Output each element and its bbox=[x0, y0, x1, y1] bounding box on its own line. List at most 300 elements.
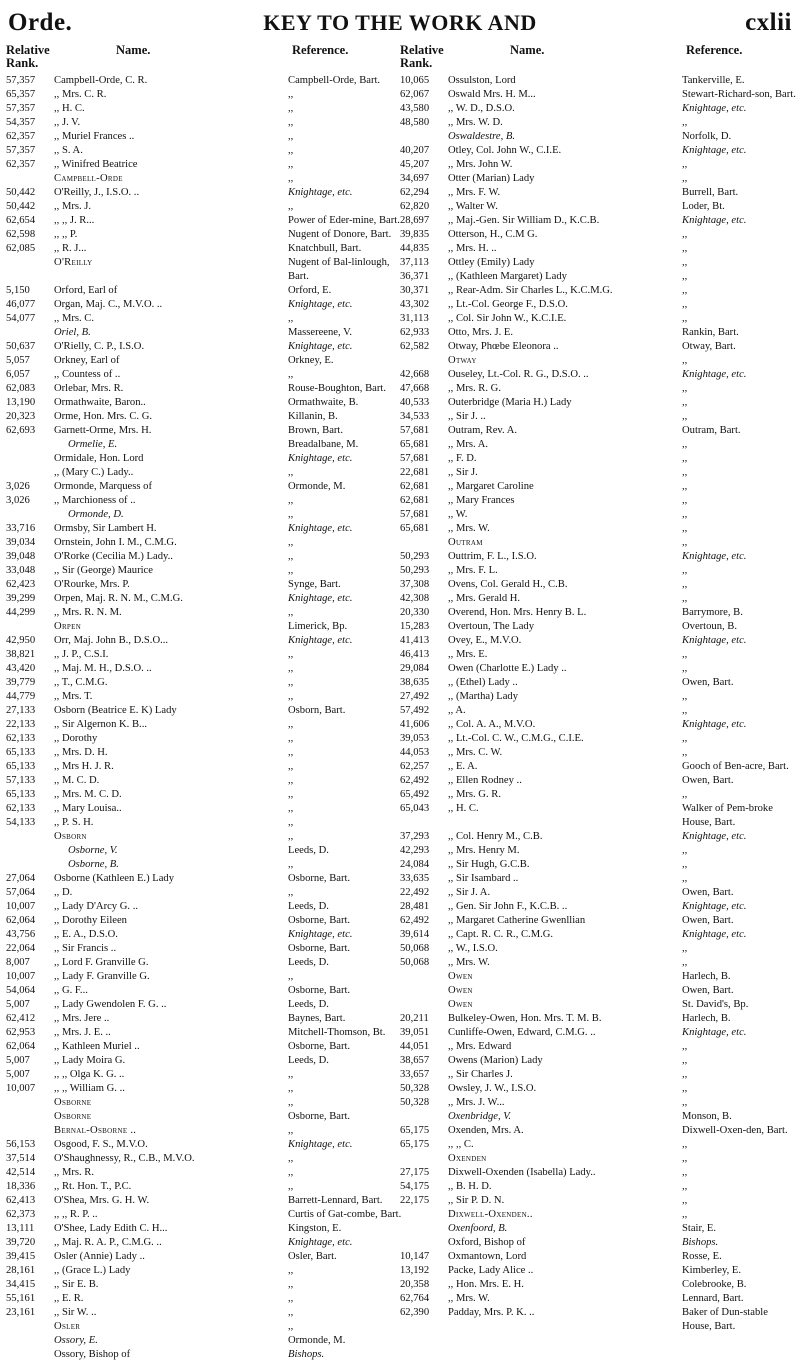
entry-name: ,, A. bbox=[448, 705, 466, 716]
index-entry bbox=[400, 900, 796, 914]
relative-rank: 44,051 bbox=[400, 1041, 430, 1052]
relative-rank: 65,133 bbox=[6, 761, 36, 772]
entry-name: ,, Winifred Beatrice bbox=[54, 159, 138, 170]
entry-name: ,, Gen. Sir John F., K.C.B. .. bbox=[448, 901, 568, 912]
reference: ,, bbox=[288, 789, 294, 800]
entry-name: ,, Lady D'Arcy G. .. bbox=[54, 901, 138, 912]
reference: ,, bbox=[288, 1083, 294, 1094]
entry-name: ,, Col. A. A., M.V.O. bbox=[448, 719, 536, 730]
entry-name: ,, E. A., D.S.O. bbox=[54, 929, 118, 940]
index-entry bbox=[6, 732, 402, 746]
entry-name: Owsley, J. W., I.S.O. bbox=[448, 1083, 537, 1094]
entry-name: Ossulston, Lord bbox=[448, 75, 516, 86]
relative-rank: 62,492 bbox=[400, 775, 430, 786]
reference: Stair, E. bbox=[682, 1223, 717, 1234]
index-entry bbox=[400, 914, 796, 928]
relative-rank: 65,357 bbox=[6, 89, 36, 100]
reference: Barrymore, B. bbox=[682, 607, 743, 618]
index-entry bbox=[6, 1250, 402, 1264]
relative-rank: 38,821 bbox=[6, 649, 36, 660]
reference: Osborne, Bart. bbox=[288, 1111, 351, 1122]
entry-name: ,, ,, William G. .. bbox=[54, 1083, 125, 1094]
index-entry bbox=[6, 298, 402, 312]
relative-rank: 27,133 bbox=[6, 705, 36, 716]
relative-rank: 62,257 bbox=[400, 761, 430, 772]
relative-rank: 38,635 bbox=[400, 677, 430, 688]
index-entry bbox=[400, 88, 796, 102]
relative-rank: 46,077 bbox=[6, 299, 36, 310]
reference: ,, bbox=[288, 201, 294, 212]
entry-name: Oriel, B. bbox=[54, 327, 91, 338]
index-entry bbox=[6, 466, 402, 480]
reference: Osborne, Bart. bbox=[288, 985, 351, 996]
reference: Curtis of Gat-combe, Bart. bbox=[288, 1209, 402, 1220]
reference: Stewart-Richard-son, Bart. bbox=[682, 89, 796, 100]
index-entry bbox=[6, 578, 402, 592]
relative-rank: 50,328 bbox=[400, 1083, 430, 1094]
reference: Owen, Bart. bbox=[682, 677, 734, 688]
reference: Leeds, D. bbox=[288, 1055, 329, 1066]
index-entry bbox=[400, 802, 796, 830]
relative-rank: 20,211 bbox=[400, 1013, 429, 1024]
relative-rank: 62,412 bbox=[6, 1013, 36, 1024]
reference: ,, bbox=[288, 803, 294, 814]
entry-name: ,, Mrs. J. E. .. bbox=[54, 1027, 111, 1038]
entry-name: ,, G. F... bbox=[54, 985, 88, 996]
entry-name: ,, Lord F. Granville G. bbox=[54, 957, 149, 968]
relative-rank: 62,598 bbox=[6, 229, 36, 240]
relative-rank: 22,681 bbox=[400, 467, 430, 478]
relative-rank: 27,064 bbox=[6, 873, 36, 884]
entry-name: ,, R. J... bbox=[54, 243, 87, 254]
index-entry bbox=[6, 102, 402, 116]
index-entry bbox=[400, 1124, 796, 1138]
relative-rank: 42,950 bbox=[6, 635, 36, 646]
index-entry bbox=[400, 1292, 796, 1306]
reference: Knightage, etc. bbox=[288, 341, 353, 352]
reference: ,, bbox=[682, 859, 688, 870]
index-entry bbox=[400, 998, 796, 1012]
index-entry bbox=[6, 382, 402, 396]
reference: Knightage, etc. bbox=[288, 187, 353, 198]
index-entry bbox=[400, 508, 796, 522]
entry-name: ,, W. D., D.S.O. bbox=[448, 103, 515, 114]
relative-rank: 56,153 bbox=[6, 1139, 36, 1150]
reference: ,, bbox=[682, 355, 688, 366]
index-entry bbox=[6, 116, 402, 130]
entry-name: ,, (Kathleen Margaret) Lady bbox=[448, 271, 567, 282]
relative-rank: 46,413 bbox=[400, 649, 430, 660]
index-entry bbox=[6, 284, 402, 298]
entry-name: Ossory, Bishop of bbox=[54, 1349, 131, 1360]
reference: Norfolk, D. bbox=[682, 131, 732, 142]
entry-name: Outram bbox=[448, 537, 483, 548]
index-entry bbox=[400, 242, 796, 256]
entry-name: O'Reilly, J., I.S.O. .. bbox=[54, 187, 140, 198]
relative-rank: 41,413 bbox=[400, 635, 430, 646]
entry-name: ,, Mrs. A. bbox=[448, 439, 489, 450]
index-entry bbox=[400, 382, 796, 396]
reference: ,, bbox=[682, 1055, 688, 1066]
index-entry bbox=[6, 396, 402, 410]
index-entry bbox=[400, 1026, 796, 1040]
relative-rank: 42,308 bbox=[400, 593, 430, 604]
entry-name: ,, Kathleen Muriel .. bbox=[54, 1041, 140, 1052]
reference: ,, bbox=[682, 873, 688, 884]
relative-rank: 8,007 bbox=[6, 957, 30, 968]
entry-name: Orr, Maj. John B., D.S.O... bbox=[54, 635, 169, 646]
entry-name: Osler bbox=[54, 1321, 81, 1332]
index-entry bbox=[6, 1152, 402, 1166]
reference: Knightage, etc. bbox=[682, 831, 747, 842]
relative-rank: 57,133 bbox=[6, 775, 36, 786]
reference: Ormonde, M. bbox=[288, 481, 346, 492]
index-entry bbox=[6, 158, 402, 172]
reference: ,, bbox=[288, 313, 294, 324]
entry-name: ,, Mrs. John W. bbox=[448, 159, 513, 170]
index-entry bbox=[400, 494, 796, 508]
entry-name: ,, Mrs. D. H. bbox=[54, 747, 108, 758]
reference: Burrell, Bart. bbox=[682, 187, 739, 198]
index-entry bbox=[6, 550, 402, 564]
reference: ,, bbox=[288, 691, 294, 702]
entry-name: Padday, Mrs. P. K. .. bbox=[448, 1307, 535, 1318]
relative-rank: 40,533 bbox=[400, 397, 430, 408]
relative-rank: 29,084 bbox=[400, 663, 430, 674]
index-entry bbox=[400, 1278, 796, 1292]
reference: Orkney, E. bbox=[288, 355, 334, 366]
relative-rank: 62,067 bbox=[400, 89, 430, 100]
header-left: Orde. bbox=[8, 9, 73, 36]
index-entry bbox=[400, 718, 796, 732]
index-entry bbox=[6, 1026, 402, 1040]
relative-rank: 3,026 bbox=[6, 481, 30, 492]
relative-rank: 39,779 bbox=[6, 677, 36, 688]
relative-rank: 43,756 bbox=[6, 929, 36, 940]
reference: Breadalbane, M. bbox=[288, 439, 359, 450]
entry-name: ,, Lt.-Col. George F., D.S.O. bbox=[448, 299, 568, 310]
entry-name: Owen (Charlotte E.) Lady .. bbox=[448, 663, 567, 674]
reference: ,, bbox=[682, 845, 688, 856]
relative-rank: 65,492 bbox=[400, 789, 430, 800]
entry-name: ,, Maj.-Gen. Sir William D., K.C.B. bbox=[448, 215, 600, 226]
reference: Osborne, Bart. bbox=[288, 873, 351, 884]
reference: Knightage, etc. bbox=[288, 1237, 353, 1248]
entry-name: ,, M. C. D. bbox=[54, 775, 100, 786]
entry-name: ,, Mrs. G. R. bbox=[448, 789, 501, 800]
entry-name: ,, Lt.-Col. C. W., C.M.G., C.I.E. bbox=[448, 733, 584, 744]
index-entry bbox=[400, 1306, 796, 1334]
reference: Osborne, Bart. bbox=[288, 943, 351, 954]
reference: ,, bbox=[288, 649, 294, 660]
relative-rank: 24,084 bbox=[400, 859, 430, 870]
reference: Leeds, D. bbox=[288, 901, 329, 912]
relative-rank: 62,423 bbox=[6, 579, 36, 590]
entry-name: Ormonde, Marquess of bbox=[54, 481, 152, 492]
entry-name: ,, Mrs. F. L. bbox=[448, 565, 498, 576]
relative-rank: 44,299 bbox=[6, 607, 36, 618]
relative-rank: 39,034 bbox=[6, 537, 36, 548]
index-entry bbox=[6, 774, 402, 788]
relative-rank: 22,175 bbox=[400, 1195, 430, 1206]
rank-header: Relative Rank. bbox=[6, 43, 50, 70]
reference: Campbell-Orde, Bart. bbox=[288, 75, 381, 86]
index-entry bbox=[400, 438, 796, 452]
reference: ,, bbox=[682, 579, 688, 590]
entry-name: Otterson, H., C.M G. bbox=[448, 229, 538, 240]
reference: Harlech, B. bbox=[682, 971, 731, 982]
reference: Monson, B. bbox=[682, 1111, 732, 1122]
index-entry bbox=[400, 956, 796, 970]
name-header: Name. bbox=[116, 43, 151, 57]
index-entry bbox=[6, 452, 402, 466]
index-entry bbox=[6, 998, 402, 1012]
relative-rank: 37,308 bbox=[400, 579, 430, 590]
index-entry bbox=[400, 760, 796, 774]
relative-rank: 55,161 bbox=[6, 1293, 36, 1304]
index-entry bbox=[6, 1068, 402, 1082]
index-entry bbox=[400, 214, 796, 228]
entry-name: ,, Mrs. J. W... bbox=[448, 1097, 505, 1108]
relative-rank: 57,492 bbox=[400, 705, 430, 716]
entry-name: Osborn (Beatrice E. K) Lady bbox=[54, 705, 177, 716]
index-entry bbox=[6, 858, 402, 872]
entry-name: ,, Muriel Frances .. bbox=[54, 131, 135, 142]
entry-name: ,, Sir Charles J. bbox=[448, 1069, 513, 1080]
index-entry bbox=[400, 928, 796, 942]
entry-name: ,, Mrs. C. W. bbox=[448, 747, 503, 758]
index-entry bbox=[6, 1096, 402, 1110]
index-entry bbox=[6, 704, 402, 718]
reference: Tankerville, E. bbox=[682, 75, 745, 86]
index-entry bbox=[6, 886, 402, 900]
index-entry bbox=[400, 1180, 796, 1194]
entry-name: ,, Mrs. Henry M. bbox=[448, 845, 520, 856]
reference: ,, bbox=[288, 1321, 294, 1332]
reference: ,, bbox=[288, 467, 294, 478]
index-entry bbox=[6, 1040, 402, 1054]
index-entry bbox=[400, 1054, 796, 1068]
index-entry bbox=[6, 802, 402, 816]
index-entry bbox=[6, 676, 402, 690]
entry-name: ,, Mrs. Edward bbox=[448, 1041, 512, 1052]
relative-rank: 37,293 bbox=[400, 831, 430, 842]
reference: Synge, Bart. bbox=[288, 579, 341, 590]
reference: Knightage, etc. bbox=[288, 593, 353, 604]
index-entry bbox=[400, 1264, 796, 1278]
relative-rank: 5,007 bbox=[6, 1055, 30, 1066]
entry-name: Outtrim, F. L., I.S.O. bbox=[448, 551, 537, 562]
index-entry bbox=[6, 564, 402, 578]
relative-rank: 62,654 bbox=[6, 215, 36, 226]
entry-name: Ormonde, D. bbox=[68, 509, 124, 520]
reference: St. David's, Bp. bbox=[682, 999, 749, 1010]
relative-rank: 65,175 bbox=[400, 1139, 430, 1150]
entry-name: Ovens, Col. Gerald H., C.B. bbox=[448, 579, 568, 590]
entry-name: O'Shee, Lady Edith C. H... bbox=[54, 1223, 168, 1234]
reference: ,, bbox=[682, 481, 688, 492]
reference: Power of Eder-mine, Bart. bbox=[288, 215, 400, 226]
entry-name: ,, Walter W. bbox=[448, 201, 498, 212]
index-entry bbox=[6, 690, 402, 704]
entry-name: ,, Rear-Adm. Sir Charles L., K.C.M.G. bbox=[448, 285, 613, 296]
column-header bbox=[6, 44, 402, 72]
reference: Knightage, etc. bbox=[288, 929, 353, 940]
entry-name: Osborne, V. bbox=[68, 845, 118, 856]
reference-header: Reference. bbox=[686, 43, 743, 57]
index-entry bbox=[6, 536, 402, 550]
relative-rank: 50,328 bbox=[400, 1097, 430, 1108]
index-entry bbox=[400, 536, 796, 550]
entry-name: ,, Mary Frances bbox=[448, 495, 515, 506]
relative-rank: 57,357 bbox=[6, 145, 36, 156]
reference: ,, bbox=[288, 817, 294, 828]
index-entry bbox=[400, 340, 796, 354]
entry-name: ,, Capt. R. C. R., C.M.G. bbox=[448, 929, 554, 940]
entry-name: Owens (Marion) Lady bbox=[448, 1055, 543, 1066]
entry-name: ,, Margaret Catherine Gwenllian bbox=[448, 915, 586, 926]
index-entry bbox=[6, 410, 402, 424]
index-entry bbox=[400, 270, 796, 284]
reference: ,, bbox=[288, 761, 294, 772]
left-column bbox=[6, 44, 402, 1362]
index-entry bbox=[6, 228, 402, 242]
index-entry bbox=[400, 774, 796, 788]
index-entry bbox=[400, 690, 796, 704]
entry-name: O'Rorke (Cecilia M.) Lady.. bbox=[54, 551, 173, 562]
index-entry bbox=[6, 592, 402, 606]
relative-rank: 10,065 bbox=[400, 75, 430, 86]
reference: Ormonde, M. bbox=[288, 1335, 346, 1346]
index-entry bbox=[400, 872, 796, 886]
index-entry bbox=[6, 1054, 402, 1068]
relative-rank: 54,133 bbox=[6, 817, 36, 828]
reference: ,, bbox=[682, 117, 688, 128]
index-entry bbox=[400, 256, 796, 270]
reference: ,, bbox=[288, 159, 294, 170]
reference: ,, bbox=[682, 1041, 688, 1052]
entry-name: Osborn bbox=[54, 831, 87, 842]
reference: ,, bbox=[682, 397, 688, 408]
relative-rank: 62,390 bbox=[400, 1307, 430, 1318]
relative-rank: 40,207 bbox=[400, 145, 430, 156]
reference: Owen, Bart. bbox=[682, 775, 734, 786]
relative-rank: 37,113 bbox=[400, 257, 429, 268]
reference: ,, bbox=[288, 369, 294, 380]
reference: Harlech, B. bbox=[682, 1013, 731, 1024]
index-entry bbox=[400, 144, 796, 158]
entry-name: Orkney, Earl of bbox=[54, 355, 120, 366]
entry-name: ,, H. C. bbox=[448, 803, 479, 814]
index-entry bbox=[400, 970, 796, 984]
index-entry bbox=[400, 368, 796, 382]
index-entry bbox=[6, 326, 402, 340]
index-entry bbox=[400, 116, 796, 130]
reference: ,, bbox=[288, 859, 294, 870]
entry-name: ,, W. bbox=[448, 509, 468, 520]
relative-rank: 15,283 bbox=[400, 621, 430, 632]
relative-rank: 65,681 bbox=[400, 523, 430, 534]
entry-name: Orpen, Maj. R. N. M., C.M.G. bbox=[54, 593, 183, 604]
reference: ,, bbox=[682, 691, 688, 702]
relative-rank: 22,492 bbox=[400, 887, 430, 898]
reference: Leeds, D. bbox=[288, 999, 329, 1010]
index-entry bbox=[6, 634, 402, 648]
reference: ,, bbox=[288, 1307, 294, 1318]
index-entry bbox=[400, 1250, 796, 1264]
entry-name: Cunliffe-Owen, Edward, C.M.G. .. bbox=[448, 1027, 596, 1038]
index-entry bbox=[6, 186, 402, 200]
reference: Knightage, etc. bbox=[682, 215, 747, 226]
entry-name: ,, B. H. D. bbox=[448, 1181, 492, 1192]
relative-rank: 34,533 bbox=[400, 411, 430, 422]
entry-name: ,, Sir E. B. bbox=[54, 1279, 99, 1290]
entry-name: Ottley (Emily) Lady bbox=[448, 257, 535, 268]
index-entry bbox=[400, 886, 796, 900]
relative-rank: 22,133 bbox=[6, 719, 36, 730]
index-entry bbox=[6, 620, 402, 634]
index-entry bbox=[6, 956, 402, 970]
reference: Otway, Bart. bbox=[682, 341, 736, 352]
relative-rank: 44,053 bbox=[400, 747, 430, 758]
entry-name: Ossory, E. bbox=[54, 1335, 98, 1346]
reference: Barrett-Lennard, Bart. bbox=[288, 1195, 383, 1206]
reference: ,, bbox=[682, 1083, 688, 1094]
right-column bbox=[400, 44, 796, 1334]
relative-rank: 36,371 bbox=[400, 271, 430, 282]
reference: ,, bbox=[682, 411, 688, 422]
index-entry bbox=[6, 872, 402, 886]
index-entry bbox=[6, 746, 402, 760]
index-entry bbox=[400, 396, 796, 410]
index-entry bbox=[6, 312, 402, 326]
entry-name: ,, Sir J. .. bbox=[448, 411, 486, 422]
reference: ,, bbox=[682, 257, 688, 268]
index-entry bbox=[400, 186, 796, 200]
relative-rank: 39,720 bbox=[6, 1237, 36, 1248]
entry-name: ,, Sir J. bbox=[448, 467, 478, 478]
index-entry bbox=[400, 550, 796, 564]
reference: ,, bbox=[682, 649, 688, 660]
relative-rank: 57,357 bbox=[6, 103, 36, 114]
index-entry bbox=[400, 676, 796, 690]
relative-rank: 39,835 bbox=[400, 229, 430, 240]
index-entry bbox=[400, 830, 796, 844]
relative-rank: 34,415 bbox=[6, 1279, 36, 1290]
reference: ,, bbox=[682, 383, 688, 394]
reference: Limerick, Bp. bbox=[288, 621, 348, 632]
entry-name: Owen bbox=[448, 985, 473, 996]
entry-name: ,, Mrs. W. bbox=[448, 1293, 490, 1304]
reference: ,, bbox=[288, 509, 294, 520]
entry-name: Osler (Annie) Lady .. bbox=[54, 1251, 145, 1262]
relative-rank: 20,358 bbox=[400, 1279, 430, 1290]
entry-name: ,, Marchioness of .. bbox=[54, 495, 136, 506]
reference: ,, bbox=[288, 607, 294, 618]
relative-rank: 62,085 bbox=[6, 243, 36, 254]
reference: ,, bbox=[682, 537, 688, 548]
entry-name: Oxenden, Mrs. A. bbox=[448, 1125, 524, 1136]
entry-name: ,, Mrs. W. bbox=[448, 523, 490, 534]
reference: ,, bbox=[682, 705, 688, 716]
index-entry bbox=[6, 1012, 402, 1026]
index-entry bbox=[400, 1110, 796, 1124]
entry-name: Ormsby, Sir Lambert H. bbox=[54, 523, 157, 534]
index-entry bbox=[400, 1040, 796, 1054]
index-entry bbox=[6, 340, 402, 354]
relative-rank: 5,007 bbox=[6, 999, 30, 1010]
entry-name: ,, E. R. bbox=[54, 1293, 84, 1304]
